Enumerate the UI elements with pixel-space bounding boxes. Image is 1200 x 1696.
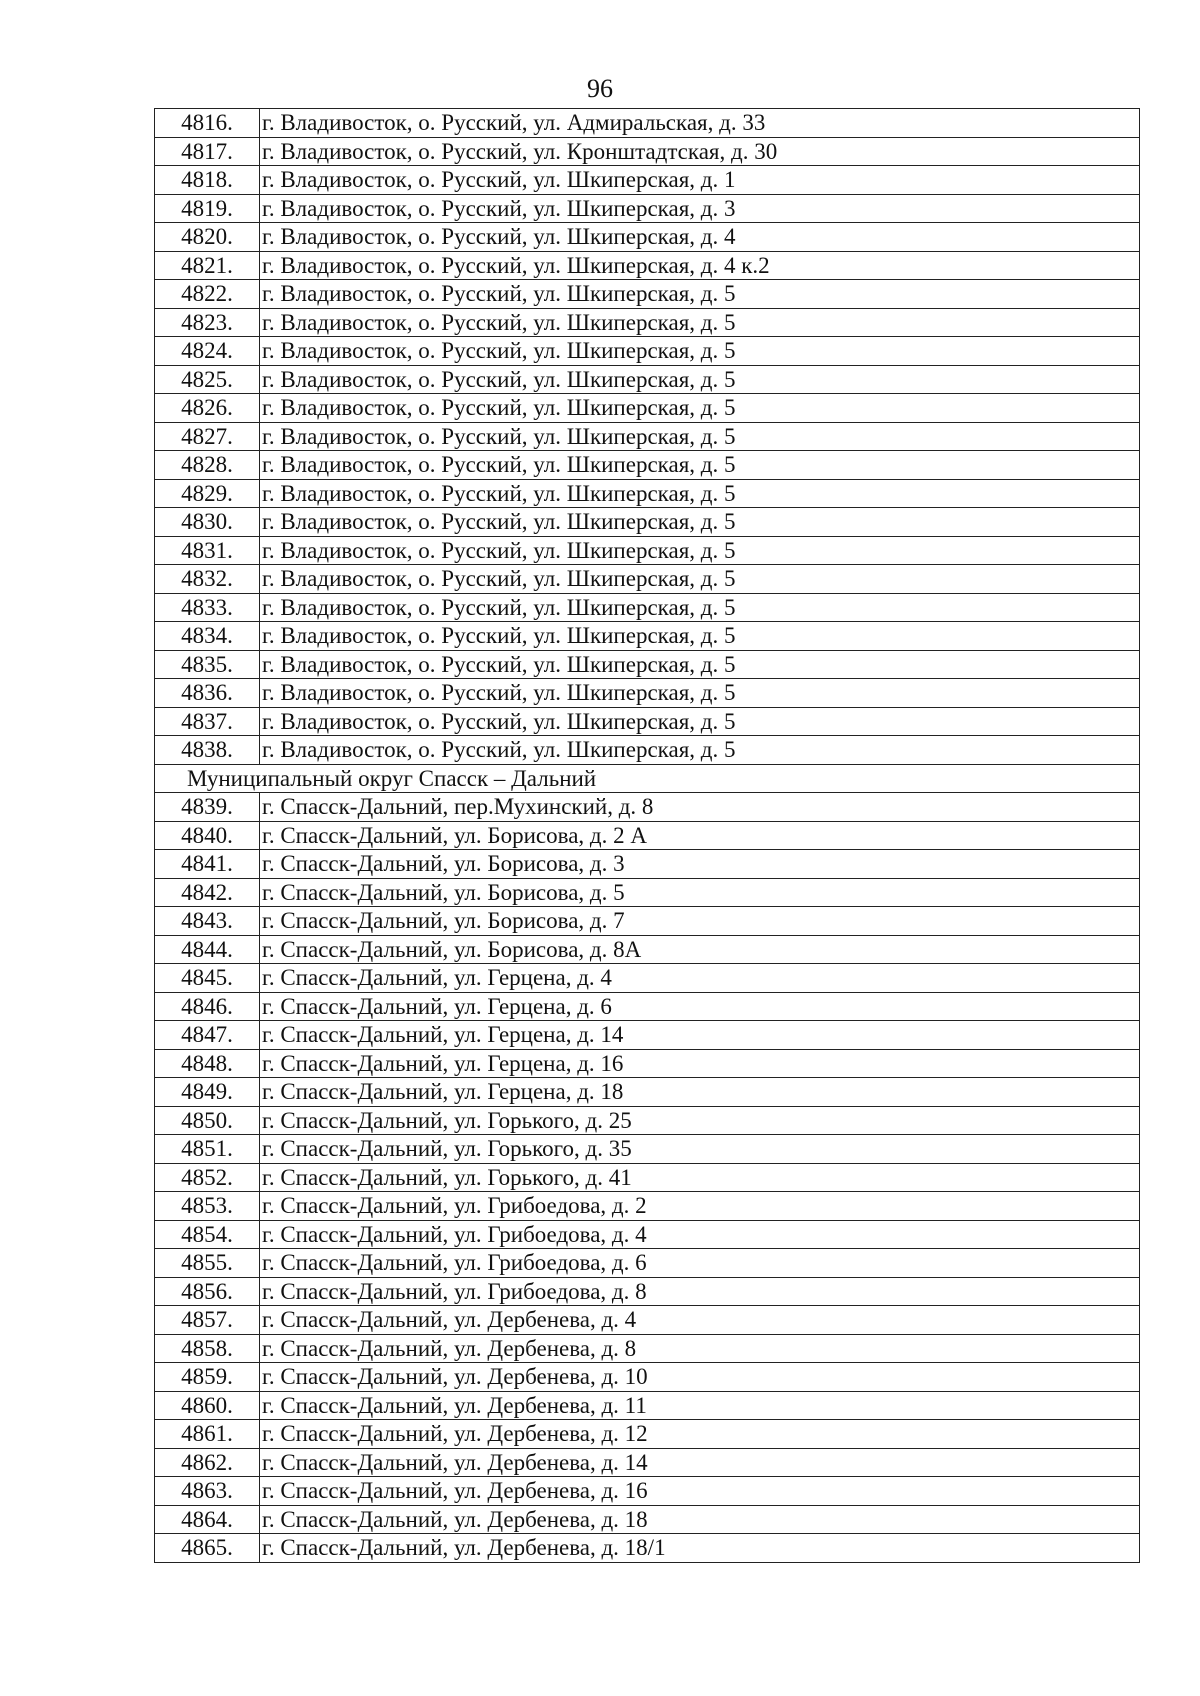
row-address: г. Спасск-Дальний, пер.Мухинский, д. 8 (260, 793, 1140, 822)
row-address: г. Спасск-Дальний, ул. Грибоедова, д. 6 (260, 1249, 1140, 1278)
row-address: г. Спасск-Дальний, ул. Дербенева, д. 18 (260, 1505, 1140, 1534)
row-address: г. Владивосток, о. Русский, ул. Шкиперская, д. 5 (260, 365, 1140, 394)
row-number: 4853. (155, 1192, 260, 1221)
row-address: г. Спасск-Дальний, ул. Дербенева, д. 18/1 (260, 1534, 1140, 1563)
table-row (155, 280, 1140, 309)
row-number: 4831. (155, 536, 260, 565)
table-row (155, 479, 1140, 508)
table-row (155, 593, 1140, 622)
row-address: г. Владивосток, о. Русский, ул. Шкиперская, д. 5 (260, 508, 1140, 537)
table-row (155, 394, 1140, 423)
table-row (155, 992, 1140, 1021)
table-row (155, 935, 1140, 964)
row-address: г. Спасск-Дальний, ул. Борисова, д. 3 (260, 850, 1140, 879)
row-address: г. Спасск-Дальний, ул. Горького, д. 41 (260, 1163, 1140, 1192)
row-number: 4834. (155, 622, 260, 651)
table-row (155, 1021, 1140, 1050)
table-row (155, 650, 1140, 679)
row-address: г. Спасск-Дальний, ул. Борисова, д. 2 А (260, 821, 1140, 850)
row-number: 4839. (155, 793, 260, 822)
table-row (155, 878, 1140, 907)
row-number: 4855. (155, 1249, 260, 1278)
row-address: г. Владивосток, о. Русский, ул. Шкиперская, д. 3 (260, 194, 1140, 223)
row-address: г. Спасск-Дальний, ул. Герцена, д. 18 (260, 1078, 1140, 1107)
table-row (155, 1163, 1140, 1192)
row-address: г. Владивосток, о. Русский, ул. Шкиперская, д. 5 (260, 308, 1140, 337)
row-address: г. Владивосток, о. Русский, ул. Адмиральская, д. 33 (260, 109, 1140, 138)
row-address: г. Спасск-Дальний, ул. Борисова, д. 5 (260, 878, 1140, 907)
row-number: 4816. (155, 109, 260, 138)
row-number: 4862. (155, 1448, 260, 1477)
row-number: 4835. (155, 650, 260, 679)
row-address: г. Владивосток, о. Русский, ул. Шкиперская, д. 5 (260, 622, 1140, 651)
row-number: 4857. (155, 1306, 260, 1335)
row-address: г. Владивосток, о. Русский, ул. Шкиперская, д. 4 (260, 223, 1140, 252)
row-address: г. Владивосток, о. Русский, ул. Шкиперская, д. 5 (260, 593, 1140, 622)
table-row (155, 1306, 1140, 1335)
row-address: г. Спасск-Дальний, ул. Дербенева, д. 12 (260, 1420, 1140, 1449)
row-address: г. Владивосток, о. Русский, ул. Кронштадтская, д. 30 (260, 137, 1140, 166)
row-address: г. Спасск-Дальний, ул. Грибоедова, д. 2 (260, 1192, 1140, 1221)
table-row (155, 1249, 1140, 1278)
row-number: 4838. (155, 736, 260, 765)
row-number: 4832. (155, 565, 260, 594)
row-number: 4833. (155, 593, 260, 622)
row-number: 4854. (155, 1220, 260, 1249)
table-row (155, 422, 1140, 451)
table-row (155, 223, 1140, 252)
table-row (155, 1049, 1140, 1078)
table-row (155, 536, 1140, 565)
table-row (155, 622, 1140, 651)
row-address: г. Спасск-Дальний, ул. Дербенева, д. 10 (260, 1363, 1140, 1392)
table-row (155, 166, 1140, 195)
table-row (155, 1391, 1140, 1420)
row-number: 4828. (155, 451, 260, 480)
row-address: г. Владивосток, о. Русский, ул. Шкиперская, д. 5 (260, 479, 1140, 508)
row-address: г. Владивосток, о. Русский, ул. Шкиперская, д. 5 (260, 565, 1140, 594)
row-number: 4856. (155, 1277, 260, 1306)
row-number: 4846. (155, 992, 260, 1021)
table-row (155, 907, 1140, 936)
table-row (155, 365, 1140, 394)
table-row (155, 964, 1140, 993)
row-number: 4848. (155, 1049, 260, 1078)
row-number: 4864. (155, 1505, 260, 1534)
row-address: г. Спасск-Дальний, ул. Грибоедова, д. 4 (260, 1220, 1140, 1249)
row-address: г. Владивосток, о. Русский, ул. Шкиперская, д. 1 (260, 166, 1140, 195)
row-address: г. Спасск-Дальний, ул. Дербенева, д. 16 (260, 1477, 1140, 1506)
row-number: 4842. (155, 878, 260, 907)
row-address: г. Спасск-Дальний, ул. Горького, д. 35 (260, 1135, 1140, 1164)
row-address: г. Владивосток, о. Русский, ул. Шкиперская, д. 5 (260, 451, 1140, 480)
row-number: 4830. (155, 508, 260, 537)
row-number: 4861. (155, 1420, 260, 1449)
row-address: г. Владивосток, о. Русский, ул. Шкиперская, д. 5 (260, 707, 1140, 736)
row-address: г. Спасск-Дальний, ул. Герцена, д. 6 (260, 992, 1140, 1021)
row-number: 4817. (155, 137, 260, 166)
row-number: 4826. (155, 394, 260, 423)
section-title: Муниципальный округ Спасск – Дальний (155, 764, 1140, 793)
row-number: 4821. (155, 251, 260, 280)
table-row (155, 308, 1140, 337)
row-address: г. Спасск-Дальний, ул. Герцена, д. 14 (260, 1021, 1140, 1050)
address-table-body (155, 109, 1140, 1563)
row-number: 4822. (155, 280, 260, 309)
row-number: 4837. (155, 707, 260, 736)
row-address: г. Спасск-Дальний, ул. Дербенева, д. 8 (260, 1334, 1140, 1363)
row-number: 4847. (155, 1021, 260, 1050)
row-address: г. Спасск-Дальний, ул. Дербенева, д. 11 (260, 1391, 1140, 1420)
row-address: г. Спасск-Дальний, ул. Герцена, д. 16 (260, 1049, 1140, 1078)
table-row (155, 1192, 1140, 1221)
table-row (155, 1534, 1140, 1563)
row-number: 4852. (155, 1163, 260, 1192)
address-table (154, 108, 1140, 1563)
row-address: г. Спасск-Дальний, ул. Горького, д. 25 (260, 1106, 1140, 1135)
table-row (155, 1334, 1140, 1363)
row-address: г. Владивосток, о. Русский, ул. Шкиперская, д. 5 (260, 650, 1140, 679)
row-number: 4827. (155, 422, 260, 451)
row-number: 4823. (155, 308, 260, 337)
table-row (155, 1363, 1140, 1392)
row-number: 4843. (155, 907, 260, 936)
row-address: г. Владивосток, о. Русский, ул. Шкиперская, д. 5 (260, 394, 1140, 423)
row-number: 4841. (155, 850, 260, 879)
row-number: 4859. (155, 1363, 260, 1392)
table-row (155, 1078, 1140, 1107)
table-row (155, 1277, 1140, 1306)
table-row (155, 1477, 1140, 1506)
row-address: г. Владивосток, о. Русский, ул. Шкиперская, д. 5 (260, 280, 1140, 309)
page-number: 96 (587, 74, 613, 103)
row-number: 4858. (155, 1334, 260, 1363)
table-row (155, 565, 1140, 594)
row-number: 4829. (155, 479, 260, 508)
table-row (155, 337, 1140, 366)
table-row (155, 194, 1140, 223)
row-number: 4825. (155, 365, 260, 394)
table-row (155, 1220, 1140, 1249)
table-row (155, 451, 1140, 480)
row-address: г. Владивосток, о. Русский, ул. Шкиперская, д. 4 к.2 (260, 251, 1140, 280)
row-address: г. Владивосток, о. Русский, ул. Шкиперская, д. 5 (260, 536, 1140, 565)
table-row (155, 821, 1140, 850)
row-number: 4850. (155, 1106, 260, 1135)
table-row (155, 1448, 1140, 1477)
row-number: 4824. (155, 337, 260, 366)
row-address: г. Владивосток, о. Русский, ул. Шкиперская, д. 5 (260, 422, 1140, 451)
row-number: 4860. (155, 1391, 260, 1420)
table-row (155, 736, 1140, 765)
table-row (155, 707, 1140, 736)
table-row (155, 1135, 1140, 1164)
row-address: г. Спасск-Дальний, ул. Герцена, д. 4 (260, 964, 1140, 993)
row-address: г. Спасск-Дальний, ул. Грибоедова, д. 8 (260, 1277, 1140, 1306)
table-row (155, 1505, 1140, 1534)
row-address: г. Спасск-Дальний, ул. Дербенева, д. 14 (260, 1448, 1140, 1477)
row-number: 4836. (155, 679, 260, 708)
table-row (155, 1106, 1140, 1135)
row-number: 4844. (155, 935, 260, 964)
row-number: 4849. (155, 1078, 260, 1107)
table-row (155, 1420, 1140, 1449)
row-address: г. Владивосток, о. Русский, ул. Шкиперская, д. 5 (260, 679, 1140, 708)
row-number: 4863. (155, 1477, 260, 1506)
row-number: 4818. (155, 166, 260, 195)
row-address: г. Владивосток, о. Русский, ул. Шкиперская, д. 5 (260, 736, 1140, 765)
row-number: 4819. (155, 194, 260, 223)
table-row (155, 679, 1140, 708)
row-address: г. Спасск-Дальний, ул. Борисова, д. 8А (260, 935, 1140, 964)
table-row (155, 137, 1140, 166)
row-number: 4851. (155, 1135, 260, 1164)
table-row (155, 793, 1140, 822)
section-header-row (155, 764, 1140, 793)
row-number: 4845. (155, 964, 260, 993)
table-row (155, 109, 1140, 138)
table-row (155, 251, 1140, 280)
row-address: г. Спасск-Дальний, ул. Дербенева, д. 4 (260, 1306, 1140, 1335)
row-address: г. Спасск-Дальний, ул. Борисова, д. 7 (260, 907, 1140, 936)
row-number: 4865. (155, 1534, 260, 1563)
row-address: г. Владивосток, о. Русский, ул. Шкиперская, д. 5 (260, 337, 1140, 366)
table-row (155, 850, 1140, 879)
row-number: 4820. (155, 223, 260, 252)
table-row (155, 508, 1140, 537)
row-number: 4840. (155, 821, 260, 850)
